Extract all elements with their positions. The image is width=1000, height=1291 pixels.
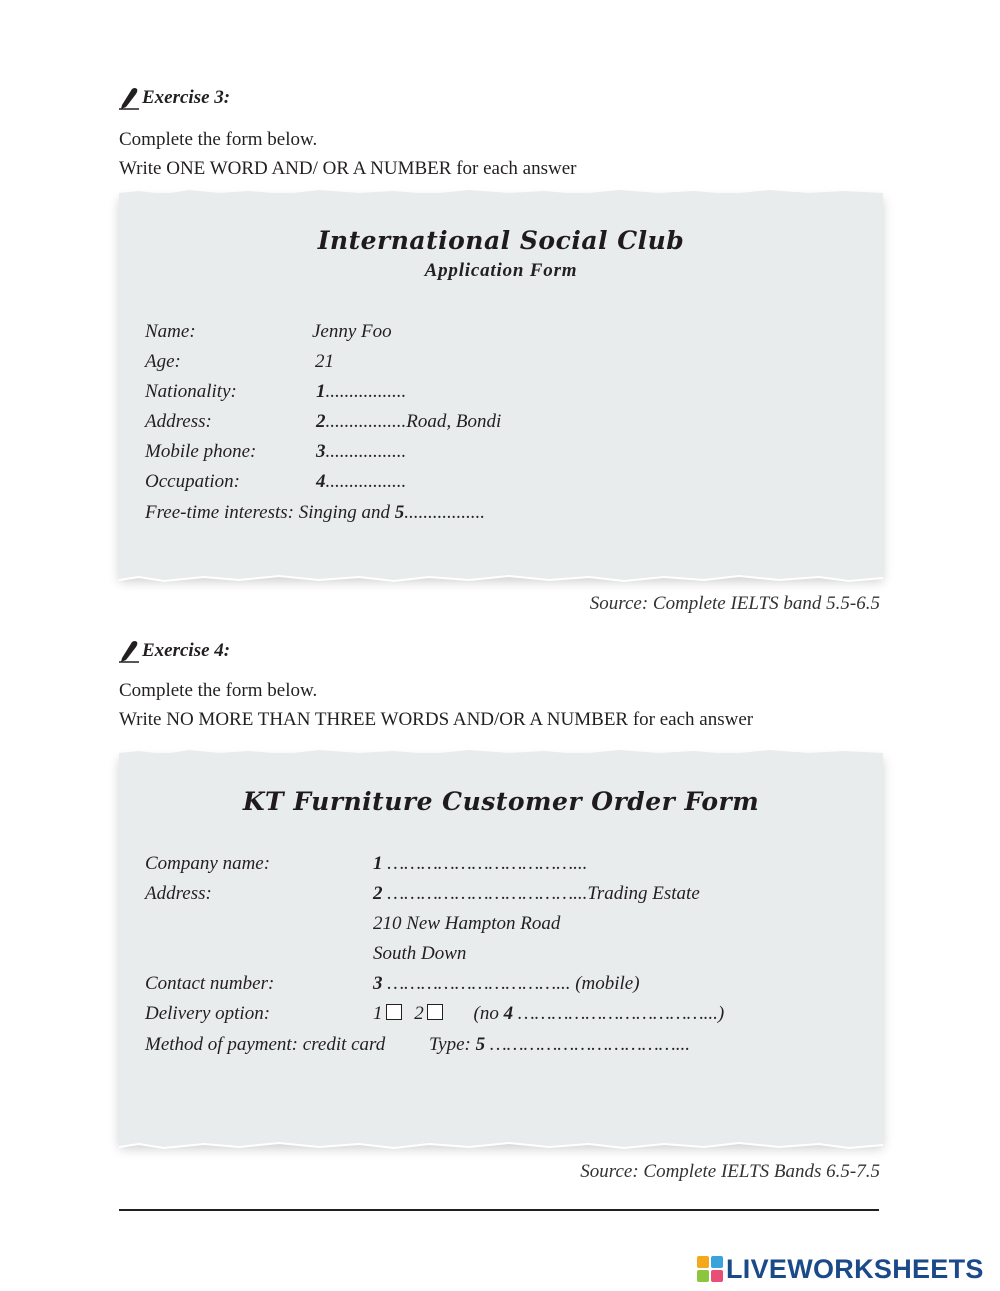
- liveworksheets-mark-icon: [697, 1256, 723, 1282]
- field-label: Nationality:: [145, 381, 237, 402]
- torn-edge-top: [119, 185, 883, 199]
- question-number: 1: [316, 381, 326, 402]
- torn-edge-bottom: [119, 572, 883, 586]
- logo-text: LIVEWORKSHEETS: [726, 1253, 984, 1284]
- field-label: Age:: [145, 351, 181, 372]
- field-label: Address:: [145, 883, 212, 904]
- exercise-4-title: Exercise 4:: [142, 640, 231, 661]
- pen-icon: [118, 639, 140, 663]
- order-form-card: [119, 753, 883, 1143]
- exercise-3-title: Exercise 3:: [142, 87, 231, 108]
- field-label: Occupation:: [145, 471, 240, 492]
- field-label: Address:: [145, 411, 212, 432]
- exercise-4-instructions: [119, 676, 753, 734]
- form-title: KT Furniture Customer Order Form: [242, 787, 760, 816]
- instruction-line: Write ONE WORD AND/ OR A NUMBER for each answer: [119, 158, 577, 179]
- form-title: International Social Club: [317, 226, 685, 255]
- answer-blank[interactable]: .................: [325, 381, 407, 402]
- question-number: 1: [373, 853, 383, 874]
- field-label: Name:: [145, 321, 196, 342]
- torn-edge-top: [119, 745, 883, 759]
- exercise-3-heading: [118, 86, 230, 110]
- field-label: Mobile phone:: [145, 441, 257, 462]
- answer-blank[interactable]: ……………………………...: [382, 853, 588, 874]
- instruction-line: Complete the form below.: [119, 680, 318, 701]
- torn-edge-bottom: [119, 1139, 883, 1153]
- question-number: 3: [373, 973, 383, 994]
- field-value: 21: [315, 351, 334, 372]
- option-1-checkbox[interactable]: [386, 1004, 402, 1020]
- question-number: 4: [316, 471, 326, 492]
- question-number: 5: [475, 1034, 486, 1055]
- liveworksheets-logo: [697, 1254, 984, 1284]
- field-label: Free-time interests: Singing and: [145, 502, 395, 523]
- instruction-line: Write NO MORE THAN THREE WORDS AND/OR A NUMBER for each answer: [119, 709, 754, 730]
- form-subtitle: Application Form: [424, 260, 578, 281]
- option-2-checkbox[interactable]: [427, 1004, 443, 1020]
- answer-blank[interactable]: ……………………………...): [513, 1003, 725, 1024]
- exercise-3-source: Source: Complete IELTS band 5.5-6.5: [589, 593, 880, 614]
- type-label: Type:: [429, 1034, 476, 1055]
- exercise-4-heading: [118, 639, 230, 663]
- field-label: Contact number:: [145, 973, 275, 994]
- answer-blank[interactable]: ……………………………...Trading Estate: [382, 883, 700, 904]
- answer-blank[interactable]: .................Road, Bondi: [325, 411, 502, 432]
- option-2-label: 2: [414, 1003, 424, 1024]
- pen-icon: [118, 86, 140, 110]
- field-value: 210 New Hampton Road: [373, 913, 561, 934]
- question-number: 2: [316, 411, 326, 432]
- question-number: 4: [503, 1003, 514, 1024]
- question-number: 2: [373, 883, 383, 904]
- field-value: Jenny Foo: [312, 321, 392, 342]
- field-label: Company name:: [145, 853, 271, 874]
- divider-line: [119, 1209, 879, 1211]
- field-label: Delivery option:: [145, 1003, 271, 1024]
- answer-blank[interactable]: .................: [325, 471, 407, 492]
- form-row-interests: [145, 502, 485, 524]
- application-form-card: [119, 193, 883, 576]
- exercise-4-source: Source: Complete IELTS Bands 6.5-7.5: [580, 1161, 880, 1182]
- field-label: Method of payment: credit card: [145, 1034, 386, 1055]
- delivery-note-open: (no: [473, 1003, 504, 1024]
- answer-blank[interactable]: ……………………………...: [485, 1034, 690, 1055]
- exercise-3-instructions: [119, 125, 576, 183]
- question-number: 5: [394, 502, 405, 523]
- answer-blank[interactable]: .................: [325, 441, 407, 462]
- answer-blank[interactable]: …………………………... (mobile): [382, 973, 640, 994]
- question-number: 3: [316, 441, 326, 462]
- answer-blank[interactable]: .................: [404, 502, 486, 523]
- field-value: South Down: [373, 943, 467, 964]
- instruction-line: Complete the form below.: [119, 129, 318, 150]
- option-1-label: 1: [373, 1003, 383, 1024]
